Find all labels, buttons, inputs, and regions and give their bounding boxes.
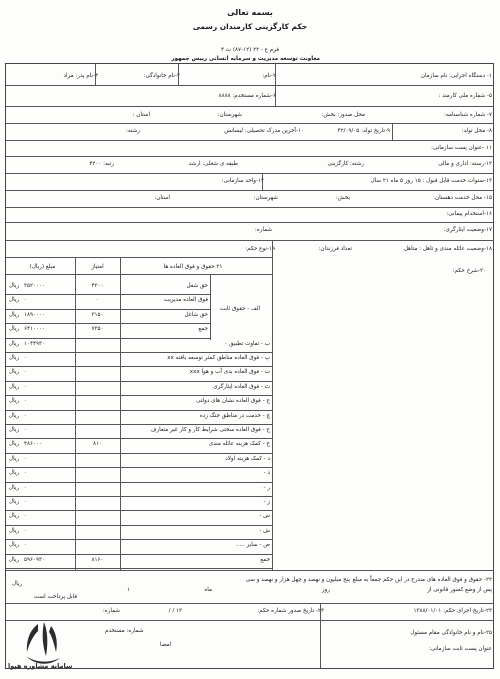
salary-item-amount: ۰	[24, 369, 28, 376]
salary-item-label: ص - سایر .....	[235, 542, 270, 549]
salary-row-divider	[6, 381, 272, 382]
issuer: معاونت توسعه مدیریت و سرمایه انسانی رییس جمهور	[171, 56, 320, 62]
salary-item-amount: ۰	[24, 513, 28, 520]
salary-row-divider	[6, 482, 272, 483]
salary-item-amount: ۰	[24, 355, 28, 361]
amount-column-header: مبلغ (ریال)	[29, 264, 56, 270]
salary-item-unit: ریال	[9, 383, 20, 390]
salary-item-points: ۴۲۰۰	[91, 283, 104, 289]
salary-item-amount: ۰	[24, 398, 28, 405]
veteran-number-field: شماره:	[254, 227, 272, 233]
salary-item-amount: ۵۹۶۰۹۳۰	[24, 556, 46, 563]
watermark-text: سامانه مشاوره هپوا	[8, 662, 73, 670]
major-field: رشته: کارگزینی	[327, 161, 364, 167]
salary-row-divider	[6, 568, 272, 569]
birthplace-field: ۸- محل تولد:	[461, 128, 492, 134]
salary-item-label: حق شاغل	[184, 311, 208, 318]
salary-item-label: ت - فوق العاده بدی آب و هوا xxx	[189, 369, 270, 376]
salary-item-label: د - کمک هزینه اولاد	[225, 455, 270, 462]
salary-row-divider	[6, 554, 272, 555]
salary-item-label: خ - کمک هزینه عائله مندی	[208, 441, 270, 448]
points-column-header: امتیاز	[91, 264, 104, 270]
salary-item-amount: ۱۰۴۴۹۳۰	[24, 340, 46, 347]
decree-type-field: ۱۹-نوع حکم:	[245, 246, 275, 252]
salary-row-divider	[6, 410, 272, 411]
salary-row-divider	[6, 510, 272, 511]
id-number-field: ۷- شماره شناسنامه:	[444, 112, 492, 118]
service-city-field: شهرستان:	[253, 195, 278, 201]
salary-item-amount: ۶۴۱۰۰۰۰	[24, 326, 46, 333]
salary-item-unit: ریال	[9, 311, 20, 318]
salary-item-label: ب - تفاوت تطبیق ۰	[224, 340, 270, 347]
salary-row-divider	[6, 366, 272, 367]
salary-item-unit: ریال	[9, 297, 20, 304]
responsible-officer-post: عنوان پست ثابت سازمانی:	[428, 646, 492, 652]
salary-item-unit: ریال	[9, 427, 20, 433]
salary-item-unit: ریال	[9, 455, 20, 462]
salary-item-amount: ۰	[24, 455, 28, 462]
total-amount-statement: ۲۲- حقوق و فوق العاده های مندرج در این حکم جمعاً به مبلغ	[352, 577, 492, 583]
salary-row-divider	[6, 467, 272, 468]
issue-place-field: محل صدور: بخش:	[321, 112, 365, 118]
org-unit-field: ۱۴-واحد سازمانی:	[221, 178, 264, 184]
salary-item-unit: ریال	[9, 283, 20, 289]
salary-row-divider	[6, 525, 272, 526]
salary-item-label: ج - فوق العاده نشان های دولتی	[196, 398, 270, 405]
salary-item-amount: ۰	[24, 542, 28, 549]
salary-item-unit: ریال	[9, 499, 20, 505]
first-name-field: ۲-نام:	[262, 73, 276, 79]
salary-item-unit: ریال	[9, 340, 20, 347]
post-title-field: ۱۱ -عنوان پست سازمانی:	[431, 145, 492, 151]
issue-date-label: ۲۴- تاریخ صدور شماره حکم:	[257, 608, 324, 614]
salary-item-unit: ریال	[9, 470, 20, 477]
issue-city-field: شهرستان:	[217, 112, 242, 118]
salary-item-points: ۷۳۵۰	[91, 326, 104, 333]
salary-item-amount: ۰	[24, 297, 28, 304]
service-section-field: بخش:	[335, 195, 350, 201]
salary-item-unit: ریال	[9, 542, 20, 549]
salary-item-label: چ - خدمت در مناطق جنگ زده	[199, 412, 270, 419]
responsible-officer-name: ۲۵-نام و نام خانوادگی مقام مسئول	[410, 630, 492, 636]
salary-item-label: ش -	[259, 527, 270, 534]
salary-row-divider	[6, 294, 210, 295]
birthdate-field: ۹-تاریخ تولد: ۴۲/۰۹/۰۵	[337, 128, 390, 134]
salary-row-divider	[6, 496, 272, 497]
salary-row-divider	[6, 539, 272, 540]
salary-item-amount: ۴۸۶۰۰۰	[24, 441, 43, 448]
salary-item-label: ح - فوق العاده سختی شرایط کار و کار غیر متعارف	[150, 427, 270, 433]
contract-employment-field: ۱۶-استخدام پیمانی:	[446, 211, 492, 217]
payable-day: روز	[321, 587, 330, 593]
salary-row-divider	[6, 309, 210, 310]
salary-row-divider	[6, 395, 272, 396]
signature-label: امضا	[160, 642, 172, 648]
salary-item-label: جمع	[198, 326, 208, 333]
service-years-field: ۱۳-سنوات خدمت قابل قبول : ۱۵ روز ۵ ماه ۲۱ سال	[370, 178, 492, 184]
father-name-field: ۴-نام پدر: مراد	[63, 73, 98, 79]
payable-statement: قابل پرداخت است	[34, 594, 78, 600]
employee-number-field: ۶-شماره مستخدم: ۸۸۸۸	[218, 93, 276, 99]
family-name-field: ۳-نام خانوادگی:	[143, 73, 180, 79]
salary-item-unit: ریال	[9, 326, 20, 333]
job-class-field: طبقه ی شغلی: ارشد	[188, 161, 238, 167]
salary-item-label: ذ -	[263, 470, 270, 477]
salary-row-divider	[6, 352, 272, 353]
salary-item-points: ۸۱۶۰	[91, 556, 104, 563]
total-amount-words: پنج میلیون و نهصد و چهل هزار و نهصد و سی	[245, 577, 350, 583]
payable-after-deduction: پس از وضع کسور قانونی از	[427, 587, 492, 593]
service-location-field: ۱۵- محل خدمت دهستان:	[433, 195, 492, 201]
payable-year: ۱	[126, 587, 130, 593]
service-province-field: استان:	[154, 195, 170, 201]
issue-number-label: شماره:	[102, 608, 120, 614]
salary-item-unit: ریال	[9, 441, 20, 448]
salary-item-amount: ۰	[24, 484, 28, 491]
salary-item-amount: ۱۸۹۰۰۰۰	[24, 311, 46, 318]
stamp-label: شماره: مستخدم	[105, 628, 144, 634]
execution-date: ۲۳-تاریخ اجرای حکم: ۱۳۸۸/۰۱/۰۱	[413, 608, 492, 614]
salary-item-amount: ۰	[24, 527, 28, 534]
form-code: فرم ع - ۲۲ (۱۲-۸۷) ت ۴	[221, 47, 279, 53]
category-field: ۱۲-رسته: اداری و مالی	[438, 161, 492, 167]
salary-row-divider	[6, 323, 210, 324]
salary-item-label: پ - فوق العاده مناطق کمتر توسعه یافته xx	[167, 355, 270, 361]
children-count-field: تعداد فرزندان:	[318, 246, 352, 252]
salary-item-amount: ۰	[24, 427, 28, 433]
salary-item-unit: ریال	[9, 556, 20, 563]
salary-item-label: فوق العاده مدیریت	[163, 297, 208, 304]
issue-date-value: ۱۳ / /	[168, 608, 182, 614]
agency-field: ۱- دستگاه اجرایی: نام سازمان	[420, 73, 492, 79]
national-id-field: ۵- شماره ملی کارمند :	[438, 93, 492, 99]
salary-item-amount: ۰	[24, 499, 28, 505]
salary-item-unit: ریال	[9, 412, 20, 419]
salary-item-label: ث - فوق العاده ایثارگری	[213, 383, 270, 390]
salary-item-amount: ۰	[24, 412, 28, 419]
veteran-status-field: ۱۷-وضعیت ایثارگری:	[443, 227, 492, 233]
document-title: حکم کارگزینی کارمندان رسمی	[192, 22, 308, 31]
salary-item-points: ۸۱۰	[92, 441, 102, 448]
salary-item-label: ر -	[263, 484, 270, 491]
salary-item-amount: ۰	[24, 383, 28, 390]
payable-month: ماه	[204, 587, 212, 593]
salary-item-points: ۰	[95, 297, 99, 304]
issue-province-field: استان :	[132, 112, 150, 118]
salary-item-unit: ریال	[9, 369, 20, 376]
salary-table-title: ۲۱ حقوق و فوق العاده ها	[163, 264, 223, 270]
total-amount-unit: ریال	[12, 581, 23, 587]
salary-item-label: س -	[259, 513, 270, 520]
salary-item-label: ز -	[263, 499, 270, 505]
salary-item-amount: ۳۵۲۰۰۰۰	[24, 283, 46, 289]
degree-field: ۱۰-آخرین مدرک تحصیلی: لیسانس	[224, 128, 304, 134]
salary-item-points: ۳۱۵۰	[91, 311, 104, 318]
salary-row-divider	[6, 338, 210, 339]
salary-item-unit: ریال	[9, 513, 20, 520]
degree-major-field: رشته:	[126, 128, 140, 134]
salary-item-label: حق شغل	[186, 283, 208, 289]
salary-row-divider	[6, 424, 272, 425]
salary-item-label: جمع	[260, 556, 270, 563]
salary-row-divider	[6, 438, 272, 439]
decree-description: ۲۰-شرح حکم:	[452, 268, 486, 274]
salary-item-unit: ریال	[9, 355, 20, 361]
rank-field: رتبه: ۴۲۰۰	[89, 161, 114, 167]
salary-item-unit: ریال	[9, 398, 20, 405]
salary-item-unit: ریال	[9, 527, 20, 534]
marital-status-field: ۱۸-وضعیت عائله مندی و تاهل : متاهل	[403, 246, 492, 252]
fixed-salary-group: الف - حقوق ثابت	[219, 306, 261, 312]
salary-row-divider	[6, 453, 272, 454]
salary-item-amount: ۰	[24, 470, 28, 477]
salary-item-unit: ریال	[9, 484, 20, 491]
bismillah: بسمه تعالی	[227, 8, 273, 17]
